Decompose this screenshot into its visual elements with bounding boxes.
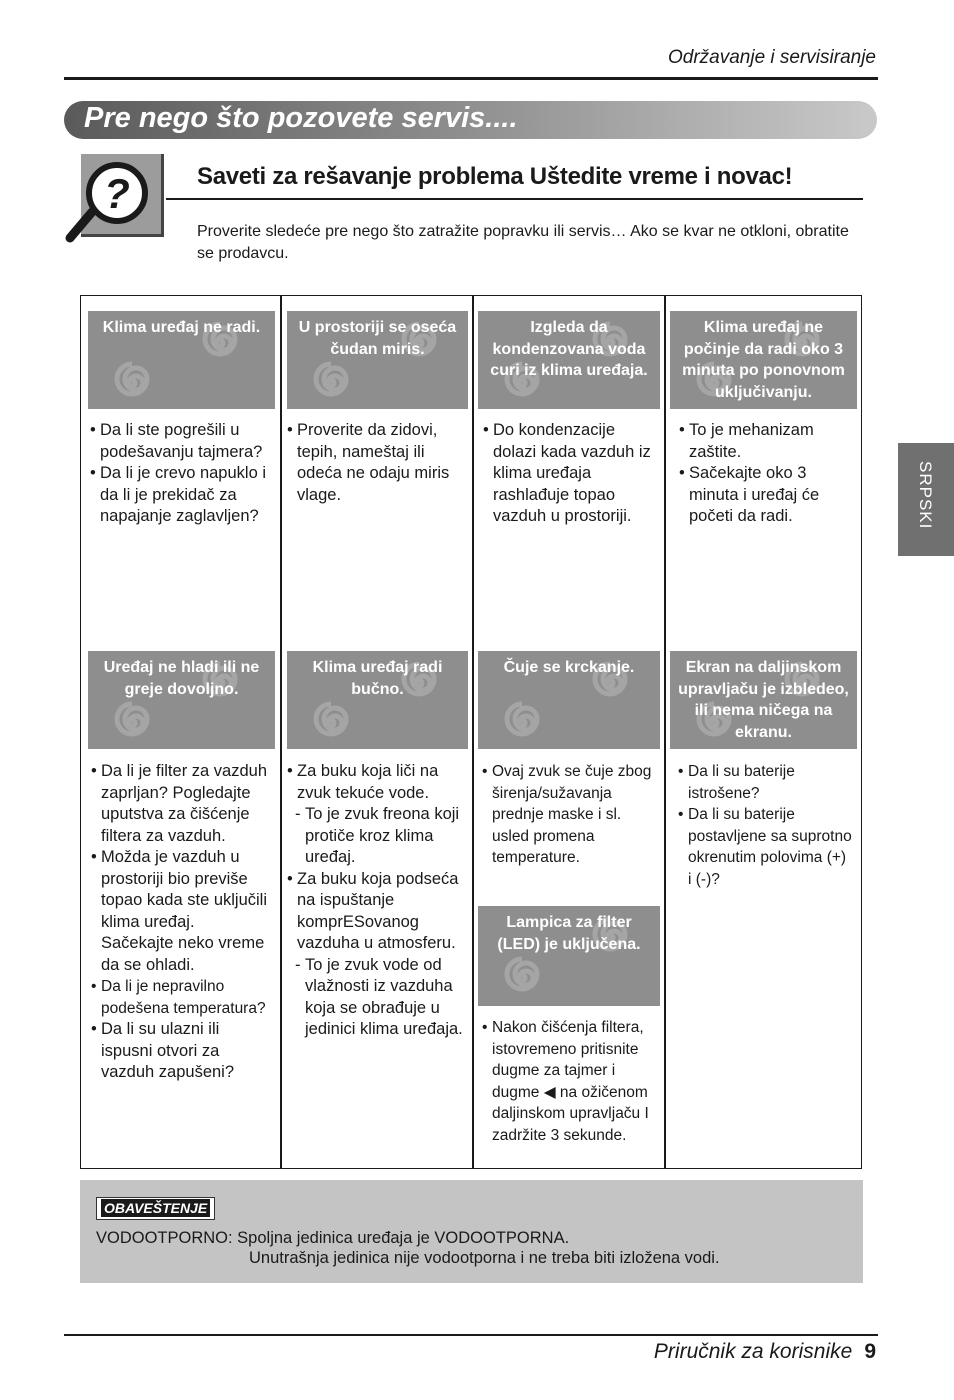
notice-line: Unutrašnja jedinica nije vodootporna i ne treba biti izložena vodi.: [249, 1249, 720, 1267]
svg-text:?: ?: [104, 170, 130, 217]
solution-subitem: - To je zvuk freona koji protiče kroz klima uređaj.: [287, 804, 465, 869]
column-divider: [280, 295, 282, 1169]
solution-item: • Ovaj zvuk se čuje zbog širenja/sužavanja prednje maske i sl. usled promena temperature.: [482, 761, 656, 869]
swirl-icon: [309, 361, 353, 405]
problem-title-box: [670, 311, 857, 409]
problem-title-box: [478, 311, 660, 409]
solution-item: • Da li je nepravilno podešena temperatura?: [91, 976, 271, 1019]
title-banner: [64, 101, 877, 139]
solution-item: • To je mehanizam zaštite.: [679, 420, 849, 463]
section-header: Održavanje i servisiranje: [667, 47, 876, 68]
problem-solutions: [482, 761, 656, 869]
solution-item: • Nakon čišćenja filtera, istovremeno pritisnite dugme za tajmer i dugme ◀ na ožičenom daljinskom upravljaču I zadržite 3 sekunde.: [482, 1017, 656, 1146]
solution-item: • Možda je vazduh u prostoriji bio previše topao kada ste uključili klima uređaj. Sačekajte neko vreme da se ohladi.: [91, 847, 271, 976]
problem-title: Izgleda da kondenzovana voda curi iz klima uređaja.: [490, 319, 648, 379]
problem-solutions: [679, 420, 849, 528]
problem-title-box: [287, 651, 468, 749]
problem-title-box: [478, 651, 660, 749]
swirl-icon: [110, 361, 154, 405]
solution-item: • Da li je filter za vazduh zaprljan? Pogledajte uputstva za čišćenje filtera za vazduh.: [91, 761, 271, 847]
solution-item: • Do kondenzacije dolazi kada vazduh iz klima uređaja rashlađuje topao vazduh u prostoriji.: [483, 420, 655, 528]
problem-title-box: [670, 651, 857, 749]
problem-title: Klima uređaj radi bučno.: [312, 659, 443, 698]
problem-title: Ekran na daljinskom upravljaču je izbledeo, ili nema ničega na ekranu.: [678, 659, 849, 741]
language-tab: [898, 443, 954, 556]
solution-item: • Da li ste pogrešili u podešavanju tajmera?: [90, 420, 272, 463]
problem-title-box: [478, 906, 660, 1006]
notice-line: VODOOTPORNO: Spoljna jedinica uređaja je VODOOTPORNA.: [96, 1229, 570, 1247]
page-footer: [654, 1340, 876, 1364]
solution-item: • Da li su ulazni ili ispusni otvori za vazduh zapušeni?: [91, 1019, 271, 1084]
problem-solutions: [90, 420, 272, 528]
column-divider: [472, 295, 474, 1169]
solution-item: • Da li su baterije postavljene sa suprotno okrenutim polovima (+) i (-)?: [678, 804, 852, 890]
column-divider: [664, 295, 666, 1169]
problem-title: Uređaj ne hladi ili ne greje dovoljno.: [103, 659, 260, 698]
swirl-icon: [110, 701, 154, 745]
header-rule: [64, 77, 878, 80]
notice-badge: [96, 1197, 215, 1220]
solution-item: • Da li je crevo napuklo i da li je prekidač za napajanje zaglavljen?: [90, 463, 272, 528]
page-title: Pre nego što pozovete servis....: [84, 102, 518, 134]
problem-solutions: [482, 1017, 656, 1146]
problem-solutions: [287, 420, 465, 506]
solution-item: • Da li su baterije istrošene?: [678, 761, 852, 804]
problem-title: Čuje se krckanje.: [503, 659, 635, 676]
problem-solutions: [287, 761, 465, 1041]
footer-label: Priručnik za korisnike: [653, 1340, 853, 1363]
subtitle-rule: [166, 198, 863, 200]
intro-text: Proverite sledeće pre nego što zatražite popravku ili servis… Ako se kvar ne otkloni, obratite se prodavcu.: [197, 223, 849, 262]
solution-item: • Proverite da zidovi, tepih, nameštaj ili odeća ne odaju miris vlage.: [287, 420, 465, 506]
solution-subitem: - To je zvuk vode od vlažnosti iz vazduha koja se obrađuje u jedinici klima uređaja.: [287, 955, 465, 1041]
swirl-icon: [500, 956, 544, 1000]
question-magnifier-icon: [62, 160, 162, 250]
swirl-icon: [500, 701, 544, 745]
page-number: 9: [864, 1340, 876, 1363]
section-subtitle: Saveti za rešavanje problema Uštedite vreme i novac!: [197, 163, 793, 190]
notice-badge-label: OBAVEŠTENJE: [101, 1199, 210, 1217]
footer-rule: [64, 1334, 878, 1336]
problem-title: U prostoriji se oseća čudan miris.: [298, 319, 457, 358]
problem-title-box: [88, 651, 275, 749]
problem-solutions: [483, 420, 655, 528]
problem-title: Klima uređaj ne počinje da radi oko 3 minuta po ponovnom uključivanju.: [682, 319, 845, 401]
problem-title-box: [88, 311, 275, 409]
problem-title: Klima uređaj ne radi.: [102, 319, 261, 336]
problem-title-box: [287, 311, 468, 409]
solution-item: • Za buku koja podseća na ispuštanje komprESovanog vazduha u atmosferu.: [287, 869, 465, 955]
problem-solutions: [91, 761, 271, 1084]
problem-solutions: [678, 761, 852, 890]
solution-item: • Sačekajte oko 3 minuta i uređaj će početi da radi.: [679, 463, 849, 528]
language-tab-label: SRPSKI: [916, 461, 935, 530]
problem-title: Lampica za filter (LED) je uključena.: [497, 914, 641, 953]
swirl-icon: [309, 701, 353, 745]
solution-item: • Za buku koja liči na zvuk tekuće vode.: [287, 761, 465, 804]
